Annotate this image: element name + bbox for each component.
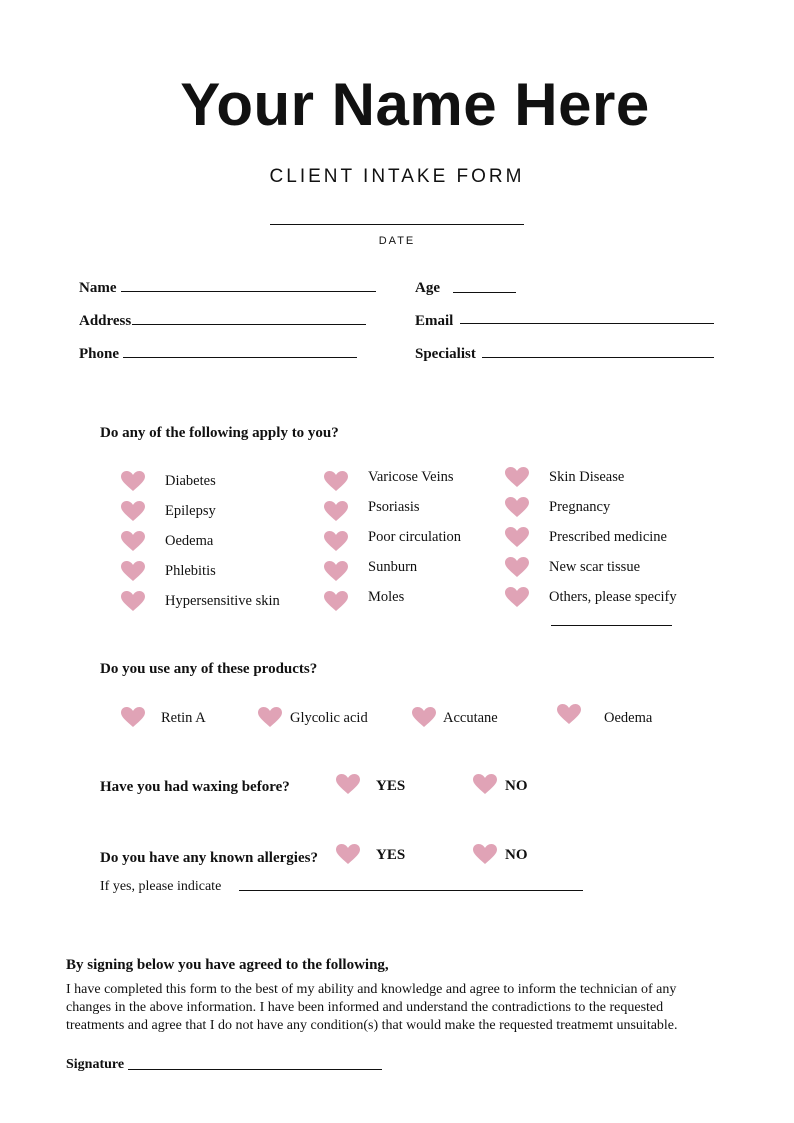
age-field[interactable] (453, 292, 516, 293)
heart-icon[interactable] (120, 530, 146, 552)
allergies-indicate-field[interactable] (239, 890, 583, 891)
heart-icon[interactable] (120, 560, 146, 582)
agreement-text: I have completed this form to the best of my ability and knowledge and agree to inform the technician of any changes in the above information. I have been informed and understand the contradictions to the requested treatments and agree that I do not have any condition(s) that would make the requested treatmemt unsuitable. (66, 982, 678, 1033)
heart-icon[interactable] (120, 706, 146, 728)
email-label: Email (415, 313, 454, 329)
heart-icon[interactable] (323, 530, 349, 552)
products-question: Do you use any of these products? (100, 661, 318, 677)
phone-field[interactable] (123, 357, 357, 358)
condition-item: Prescribed medicine (549, 529, 667, 545)
product-item: Accutane (443, 710, 498, 726)
heart-icon[interactable] (504, 586, 530, 608)
address-field[interactable] (132, 324, 366, 325)
specialist-field[interactable] (482, 357, 714, 358)
waxing-question: Have you had waxing before? (100, 779, 290, 795)
agreement-heading: By signing below you have agreed to the following, (66, 957, 389, 973)
allergies-no-label: NO (505, 847, 528, 863)
condition-item: Poor circulation (368, 529, 462, 545)
age-label: Age (415, 280, 440, 296)
condition-item: Sunburn (368, 559, 418, 575)
address-label: Address (79, 313, 132, 329)
condition-item: Moles (368, 589, 405, 605)
heart-icon[interactable] (120, 470, 146, 492)
specialist-label: Specialist (415, 346, 476, 362)
heart-icon[interactable] (472, 773, 498, 795)
condition-item: Epilepsy (165, 503, 216, 519)
heart-icon[interactable] (335, 843, 361, 865)
condition-item: Oedema (165, 533, 214, 549)
heart-icon[interactable] (257, 706, 283, 728)
condition-item: New scar tissue (549, 559, 641, 575)
condition-item: Phlebitis (165, 563, 216, 579)
condition-item: Hypersensitive skin (165, 593, 280, 609)
condition-item: Pregnancy (549, 499, 611, 515)
page-title: Your Name Here (180, 71, 650, 138)
name-field[interactable] (121, 291, 376, 292)
heart-icon[interactable] (323, 470, 349, 492)
email-field[interactable] (460, 323, 714, 324)
allergies-indicate-label: If yes, please indicate (100, 879, 222, 894)
condition-item: Psoriasis (368, 499, 420, 515)
heart-icon[interactable] (335, 773, 361, 795)
waxing-no-label: NO (505, 778, 528, 794)
condition-item: Skin Disease (549, 469, 625, 485)
heart-icon[interactable] (120, 500, 146, 522)
waxing-yes-label: YES (376, 778, 406, 794)
heart-icon[interactable] (323, 500, 349, 522)
heart-icon[interactable] (120, 590, 146, 612)
phone-label: Phone (79, 346, 120, 362)
product-item: Oedema (604, 710, 653, 726)
condition-item: Varicose Veins (368, 469, 454, 485)
heart-icon[interactable] (323, 590, 349, 612)
form-title: CLIENT INTAKE FORM (269, 166, 525, 187)
condition-item: Others, please specify (549, 589, 677, 605)
heart-icon[interactable] (504, 526, 530, 548)
allergies-question: Do you have any known allergies? (100, 850, 318, 866)
signature-field[interactable] (128, 1069, 382, 1070)
others-specify-field[interactable] (551, 625, 672, 626)
signature-label: Signature (66, 1057, 125, 1072)
heart-icon[interactable] (411, 706, 437, 728)
heart-icon[interactable] (472, 843, 498, 865)
condition-item: Diabetes (165, 473, 216, 489)
conditions-question: Do any of the following apply to you? (100, 425, 339, 441)
date-field[interactable] (270, 224, 524, 225)
heart-icon[interactable] (323, 560, 349, 582)
heart-icon[interactable] (504, 496, 530, 518)
name-label: Name (79, 280, 117, 296)
date-label: DATE (378, 235, 416, 247)
heart-icon[interactable] (504, 556, 530, 578)
heart-icon[interactable] (556, 703, 582, 725)
product-item: Glycolic acid (290, 710, 368, 726)
product-item: Retin A (161, 710, 206, 726)
allergies-yes-label: YES (376, 847, 406, 863)
heart-icon[interactable] (504, 466, 530, 488)
